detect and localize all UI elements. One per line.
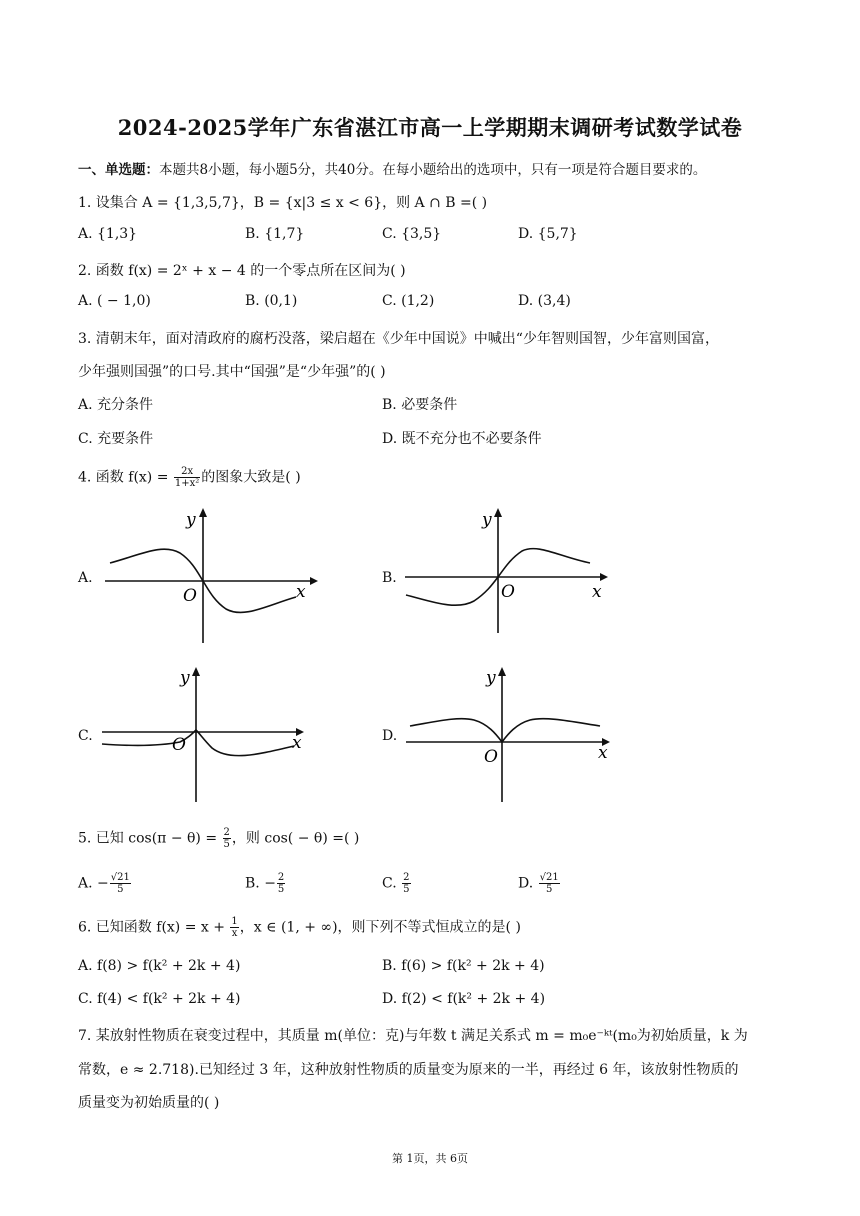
q4-stem-suffix: 的图象大致是( )	[201, 469, 301, 486]
q6-stem-fraction	[230, 916, 238, 939]
q3-option-d[interactable]: D. 既不充分也不必要条件	[382, 431, 542, 447]
q4-stem-prefix: 4. 函数 f(x) =	[78, 469, 173, 486]
q2-option-d[interactable]: D. (3,4)	[518, 293, 571, 309]
q5-option-a-den: 5	[117, 884, 124, 895]
page-title: 2024-2025学年广东省湛江市高一上学期期末调研考试数学试卷	[117, 115, 743, 140]
x-label: x	[598, 743, 608, 763]
q6-stem	[78, 916, 521, 939]
q5-option-a-num: √21	[110, 872, 130, 883]
q4-graph-b-label[interactable]: B.	[382, 570, 397, 586]
x-label: x	[292, 733, 302, 753]
q4-frac-den: 1+x²	[174, 478, 200, 489]
q1-option-c[interactable]: C. {3,5}	[382, 226, 442, 242]
q3-option-c[interactable]: C. 充要条件	[78, 431, 154, 447]
curve	[410, 719, 600, 742]
x-label: x	[296, 582, 306, 602]
q6-stem-prefix: 6. 已知函数 f(x) = x +	[78, 919, 230, 936]
q5-option-b-label: B. −	[245, 875, 276, 892]
q5-option-b-den: 5	[277, 884, 285, 895]
q1-option-a[interactable]: A. {1,3}	[78, 226, 138, 242]
q2-option-c[interactable]: C. (1,2)	[382, 293, 435, 309]
y-axis-arrow	[498, 667, 506, 676]
origin-label: O	[484, 747, 498, 767]
q1-stem: 1. 设集合 A = {1,3,5,7}，B = {x|3 ≤ x < 6}，则 A ∩ B =( )	[78, 195, 488, 211]
x-axis-arrow	[310, 577, 318, 585]
curve	[102, 730, 294, 756]
y-label: y	[486, 668, 496, 688]
q3-option-b[interactable]: B. 必要条件	[382, 397, 458, 413]
q5-stem-frac-den: 5	[223, 839, 230, 850]
section-header-bold: 一、单选题：	[78, 162, 159, 178]
origin-label: O	[501, 582, 515, 602]
q4-graph-d-label[interactable]: D.	[382, 728, 398, 744]
q5-option-a-frac	[110, 872, 131, 895]
q4-graph-c-label[interactable]: C.	[78, 728, 93, 744]
q4-graph-c[interactable]	[100, 662, 320, 804]
q5-option-d-frac	[539, 872, 560, 895]
q6-option-a[interactable]: A. f(8) > f(k² + 2k + 4)	[78, 958, 241, 974]
q3-stem-line2: 少年强则国强”的口号.其中“国强”是“少年强”的( )	[78, 364, 386, 380]
x-label: x	[592, 582, 602, 602]
y-label: y	[482, 510, 492, 530]
q6-stem-frac-den: x	[231, 928, 238, 939]
q6-option-d[interactable]: D. f(2) < f(k² + 2k + 4)	[382, 991, 546, 1007]
q7-stem-line1: 7. 某放射性物质在衰变过程中，其质量 m(单位：克)与年数 t 满足关系式 m = m₀e⁻ᵏᵗ(m₀为初始质量，k 为	[78, 1028, 748, 1044]
q5-option-b[interactable]	[245, 872, 286, 895]
y-label: y	[186, 510, 196, 530]
q4-graph-b[interactable]	[400, 505, 620, 645]
q5-option-b-frac	[277, 872, 285, 895]
y-axis-arrow	[199, 508, 207, 517]
y-axis-arrow	[494, 508, 502, 517]
q4-frac-num: 2x	[174, 466, 200, 478]
q5-option-c-den: 5	[403, 884, 410, 895]
x-axis-arrow	[600, 573, 608, 581]
q5-stem	[78, 827, 359, 850]
q2-stem: 2. 函数 f(x) = 2ˣ + x − 4 的一个零点所在区间为( )	[78, 263, 406, 279]
q6-stem-frac-num: 1	[231, 916, 238, 927]
q4-graph-d[interactable]	[404, 662, 624, 804]
q2-option-b[interactable]: B. (0,1)	[245, 293, 298, 309]
section-header	[78, 158, 706, 178]
q5-stem-prefix: 5. 已知 cos(π − θ) =	[78, 830, 222, 847]
q3-option-a[interactable]: A. 充分条件	[78, 397, 154, 413]
q3-stem-line1: 3. 清朝末年，面对清政府的腐朽没落，梁启超在《少年中国说》中喊出“少年智则国智，少年富则国富，	[78, 331, 719, 347]
q1-option-b[interactable]: B. {1,7}	[245, 226, 305, 242]
q5-stem-fraction	[223, 827, 231, 850]
origin-label: O	[172, 735, 186, 755]
q1-option-d[interactable]: D. {5,7}	[518, 226, 578, 242]
q5-option-c-label: C.	[382, 875, 402, 892]
q5-option-c[interactable]	[382, 872, 412, 895]
q6-stem-suffix: ，x ∈ (1, + ∞)，则下列不等式恒成立的是( )	[239, 919, 521, 936]
q2-option-a[interactable]: A. ( − 1,0)	[78, 293, 151, 309]
y-axis-arrow	[192, 667, 200, 676]
origin-label: O	[183, 586, 197, 606]
q5-option-c-frac	[402, 872, 410, 895]
q6-option-b[interactable]: B. f(6) > f(k² + 2k + 4)	[382, 958, 545, 974]
q7-stem-line2: 常数，e ≈ 2.718).已知经过 3 年，这种放射性物质的质量变为原来的一半，再经过 6 年，该放射性物质的	[78, 1062, 739, 1078]
section-header-text: 本题共8小题，每小题5分，共40分。在每小题给出的选项中，只有一项是符合题目要求的。	[159, 162, 707, 178]
q4-graph-a-label[interactable]: A.	[78, 570, 93, 586]
q5-option-d-num: √21	[539, 872, 559, 883]
q5-option-c-num: 2	[403, 872, 410, 883]
q5-option-a[interactable]	[78, 872, 132, 895]
y-label: y	[180, 668, 190, 688]
q5-option-a-label: A. −	[78, 875, 109, 892]
q5-option-d-label: D.	[518, 875, 538, 892]
q5-stem-suffix: ，则 cos( − θ) =( )	[231, 830, 360, 847]
q5-option-d-den: 5	[546, 884, 553, 895]
q4-graph-a[interactable]	[100, 505, 320, 645]
q7-stem-line3: 质量变为初始质量的( )	[78, 1095, 220, 1111]
q5-option-d[interactable]	[518, 872, 561, 895]
page-footer: 第 1页，共 6页	[392, 1152, 468, 1165]
q4-fraction	[174, 466, 200, 489]
q5-stem-frac-num: 2	[223, 827, 230, 838]
q5-option-b-num: 2	[277, 872, 285, 883]
q6-option-c[interactable]: C. f(4) < f(k² + 2k + 4)	[78, 991, 241, 1007]
q4-stem	[78, 466, 301, 489]
